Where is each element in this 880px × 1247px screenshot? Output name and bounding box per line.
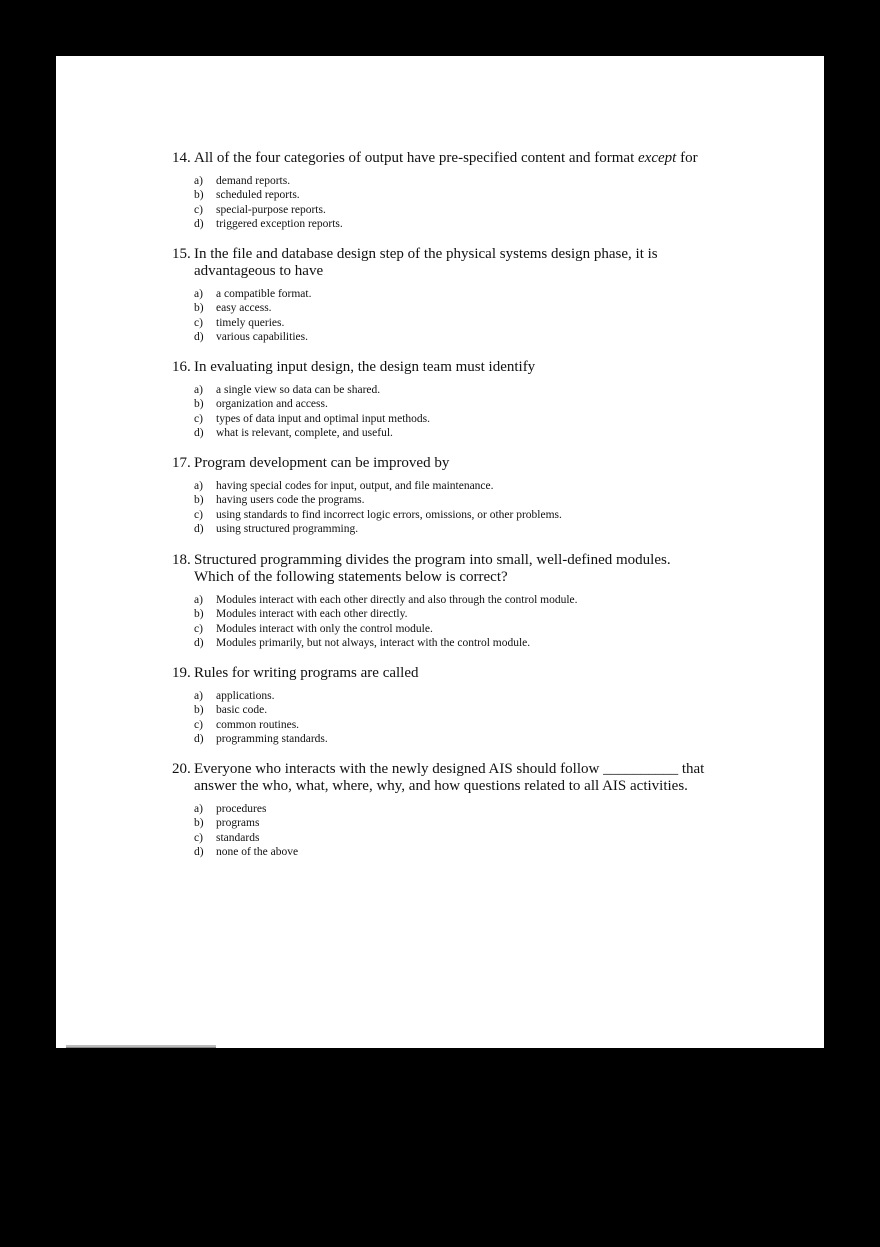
question-15 [172, 246, 712, 345]
question-text: All of the four categories of output have pre-specified content and format except for [194, 150, 698, 166]
option-b: b) organization and access. [194, 398, 328, 411]
option-a: a) demand reports. [194, 175, 291, 187]
options-list [194, 593, 712, 651]
option-d: d) triggered exception reports. [194, 218, 343, 231]
option-b: b) having users code the programs. [194, 494, 365, 507]
question-stem [172, 455, 712, 472]
question-14 [172, 150, 712, 232]
option-a: a) a single view so data can be shared. [194, 384, 381, 396]
question-text: In evaluating input design, the design team must identify [194, 359, 536, 375]
question-number: 15. [172, 246, 191, 262]
question-stem [172, 359, 712, 376]
option-c: c) Modules interact with only the control module. [194, 622, 433, 635]
question-stem [172, 150, 712, 167]
option-a: a) a compatible format. [194, 288, 312, 300]
question-16 [172, 359, 712, 441]
emphasis-text: except [638, 150, 677, 166]
option-a: a) having special codes for input, output, and file maintenance. [194, 480, 494, 492]
options-list [194, 479, 712, 537]
question-stem [172, 246, 712, 280]
question-18 [172, 552, 712, 651]
option-d: d) various capabilities. [194, 331, 308, 344]
question-stem [172, 552, 712, 586]
question-stem [172, 665, 712, 682]
question-19 [172, 665, 712, 747]
question-text: Rules for writing programs are called [194, 665, 419, 681]
question-text: Structured programming divides the program into small, well-defined modules. Which of the following statements below is correct? [194, 552, 671, 585]
option-b: b) basic code. [194, 704, 268, 717]
question-stem [172, 761, 712, 795]
question-number: 20. [172, 761, 191, 777]
question-text: In the file and database design step of the physical systems design phase, it is advantageous to have [194, 246, 658, 279]
option-c: c) special-purpose reports. [194, 203, 326, 216]
option-d: d) using structured programming. [194, 523, 359, 536]
option-d: d) none of the above [194, 846, 299, 859]
question-number: 16. [172, 359, 191, 375]
option-a: a) applications. [194, 690, 275, 702]
question-number: 17. [172, 455, 191, 471]
option-b: b) scheduled reports. [194, 189, 300, 202]
option-b: b) programs [194, 817, 260, 830]
options-list [194, 802, 712, 860]
option-d: d) what is relevant, complete, and useful. [194, 427, 393, 440]
option-b: b) easy access. [194, 302, 272, 315]
option-d: d) Modules primarily, but not always, interact with the control module. [194, 637, 531, 650]
option-c: c) using standards to find incorrect logic errors, omissions, or other problems. [194, 508, 562, 521]
question-20 [172, 761, 712, 860]
option-c: c) types of data input and optimal input methods. [194, 412, 430, 425]
options-list [194, 383, 712, 441]
document-page [56, 56, 824, 1048]
question-number: 18. [172, 552, 191, 568]
question-text: Everyone who interacts with the newly designed AIS should follow __________ that answer the who, what, where, why, and how questions related to all AIS activities. [194, 761, 705, 794]
option-c: c) common routines. [194, 718, 300, 731]
options-list [194, 689, 712, 747]
option-a: a) Modules interact with each other directly and also through the control module. [194, 594, 578, 606]
options-list [194, 287, 712, 345]
question-number: 14. [172, 150, 191, 166]
question-17 [172, 455, 712, 537]
option-b: b) Modules interact with each other directly. [194, 608, 408, 621]
footnote-separator-line [66, 1045, 216, 1048]
question-text: Program development can be improved by [194, 455, 450, 471]
options-list [194, 174, 712, 232]
option-d: d) programming standards. [194, 733, 328, 746]
option-a: a) procedures [194, 803, 267, 815]
question-number: 19. [172, 665, 191, 681]
option-c: c) standards [194, 831, 260, 844]
option-c: c) timely queries. [194, 316, 285, 329]
